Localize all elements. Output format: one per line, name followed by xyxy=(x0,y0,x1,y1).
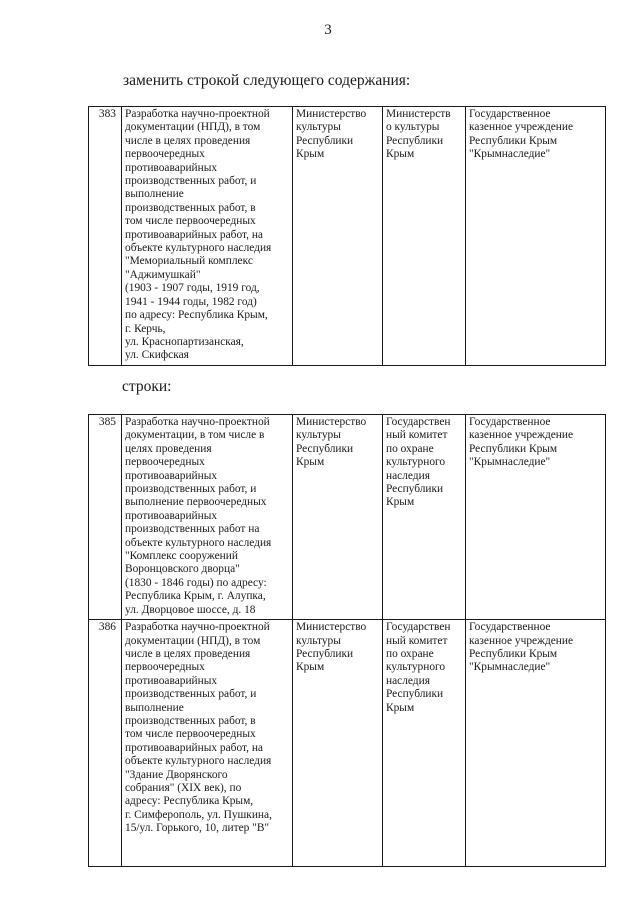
cell-line: (1903 - 1907 годы, 1919 год, xyxy=(125,282,260,295)
cell-line: выполнение первоочередных xyxy=(125,496,267,509)
row-number: 385 xyxy=(89,415,122,620)
rows-paragraph: строки: xyxy=(122,378,172,395)
authority-cell xyxy=(383,415,466,620)
cell-line: Крым xyxy=(296,148,325,161)
table-row xyxy=(89,620,606,867)
institution-cell xyxy=(466,107,606,366)
work-description xyxy=(122,107,293,366)
cell-line: Разработка научно-проектной xyxy=(125,621,270,634)
authority-cell xyxy=(383,107,466,366)
cell-line: противоаварийных xyxy=(125,161,218,174)
cell-line: 1941 - 1944 годы, 1982 год) xyxy=(125,295,257,308)
cell-line: ул. Скифская xyxy=(125,349,189,362)
cell-line: Республика Крым, г. Алупка, xyxy=(125,590,266,603)
cell-line: числе в целях проведения xyxy=(125,134,251,147)
cell-line: по охране xyxy=(386,442,434,455)
cell-line: казенное учреждение xyxy=(469,429,574,442)
authority-cell xyxy=(383,620,466,867)
cell-line: Республики xyxy=(296,647,354,660)
cell-line: казенное учреждение xyxy=(469,634,574,647)
cell-line: числе в целях проведения xyxy=(125,647,251,660)
old-rows-table xyxy=(88,414,606,867)
cell-line: адресу: Республика Крым, xyxy=(125,795,254,808)
table-row xyxy=(89,415,606,620)
cell-line: Государствен xyxy=(386,621,451,634)
cell-line: производственных работ, и xyxy=(125,688,257,701)
cell-line: Республики xyxy=(296,442,354,455)
cell-line: "Здание Дворянского xyxy=(125,768,228,781)
cell-line: документации, в том числе в xyxy=(125,429,265,442)
cell-line: культурного xyxy=(386,661,446,674)
cell-line: "Комплекс сооружений xyxy=(125,550,238,563)
cell-line: "Мемориальный комплекс xyxy=(125,255,253,268)
cell-line: Республики Крым xyxy=(469,134,558,147)
cell-line: первоочередных xyxy=(125,148,205,161)
cell-line: противоаварийных xyxy=(125,469,218,482)
cell-line: Республики Крым xyxy=(469,647,558,660)
cell-line: противоаварийных xyxy=(125,674,218,687)
institution-cell xyxy=(466,415,606,620)
ministry-cell xyxy=(293,415,383,620)
cell-line: противоаварийных xyxy=(125,509,218,522)
table-row xyxy=(89,107,606,366)
cell-line: Государственное xyxy=(469,108,551,120)
cell-line: объекте культурного наследия xyxy=(125,536,272,549)
row-number: 383 xyxy=(89,107,122,366)
replacement-table xyxy=(88,106,606,366)
cell-line: Крым xyxy=(296,661,325,674)
cell-line: первоочередных xyxy=(125,661,205,674)
cell-line: Министерство xyxy=(296,416,367,428)
cell-line: культуры xyxy=(296,121,341,134)
cell-line: ный комитет xyxy=(386,429,448,442)
cell-line: г. Керчь, xyxy=(125,322,166,335)
cell-line: Министерство xyxy=(296,108,367,120)
cell-line: документации (НПД), в том xyxy=(125,121,261,134)
cell-line: Воронцовского дворца" xyxy=(125,563,240,576)
cell-line: наследия xyxy=(386,674,430,687)
cell-line: 15/ул. Горького, 10, литер "В" xyxy=(125,822,270,835)
cell-line: Крым xyxy=(386,496,415,509)
cell-line: объекте культурного наследия xyxy=(125,755,272,768)
cell-line: собрания" (XIX век), по xyxy=(125,781,242,794)
cell-line: первоочередных xyxy=(125,456,205,469)
cell-line: Государственное xyxy=(469,621,551,634)
cell-line: Министерство xyxy=(296,621,367,634)
cell-line: Республики xyxy=(296,134,354,147)
page-number: 3 xyxy=(324,22,332,38)
cell-line: "Крымнаследие" xyxy=(469,148,551,161)
cell-line: Государствен xyxy=(386,416,451,428)
cell-line: объекте культурного наследия xyxy=(125,242,272,255)
cell-line: о культуры xyxy=(386,121,440,134)
cell-line: целях проведения xyxy=(125,442,212,455)
cell-line: "Аджимушкай" xyxy=(125,268,201,281)
cell-line: Министерств xyxy=(386,108,451,120)
cell-line: выполнение xyxy=(125,701,184,714)
cell-line: Разработка научно-проектной xyxy=(125,108,270,120)
cell-line: производственных работ, в xyxy=(125,714,256,727)
cell-line: Государственное xyxy=(469,416,551,428)
cell-line: ный комитет xyxy=(386,634,448,647)
cell-line: казенное учреждение xyxy=(469,121,574,134)
ministry-cell xyxy=(293,620,383,867)
work-description xyxy=(122,415,293,620)
cell-line: Республики xyxy=(386,134,444,147)
cell-line: ул. Краснопартизанская, xyxy=(125,335,244,348)
institution-cell xyxy=(466,620,606,867)
cell-line: Крым xyxy=(296,456,325,469)
cell-line: Крым xyxy=(386,701,415,714)
cell-line: документации (НПД), в том xyxy=(125,634,261,647)
cell-line: по адресу: Республика Крым, xyxy=(125,309,268,322)
cell-line: Республики xyxy=(386,688,444,701)
cell-line: производственных работ, и xyxy=(125,483,257,496)
cell-line: Республики Крым xyxy=(469,442,558,455)
cell-line: культурного xyxy=(386,456,446,469)
cell-line: производственных работ, и xyxy=(125,175,257,188)
cell-line: противоаварийных работ, на xyxy=(125,741,263,754)
cell-line: Крым xyxy=(386,148,415,161)
cell-line: том числе первоочередных xyxy=(125,728,256,741)
cell-line: наследия xyxy=(386,469,430,482)
cell-line: г. Симферополь, ул. Пушкина, xyxy=(125,808,272,821)
intro-paragraph: заменить строкой следующего содержания: xyxy=(123,72,411,89)
cell-line: Разработка научно-проектной xyxy=(125,416,270,428)
cell-line: том числе первоочередных xyxy=(125,215,256,228)
cell-line: культуры xyxy=(296,634,341,647)
cell-line: по охране xyxy=(386,647,434,660)
cell-line: культуры xyxy=(296,429,341,442)
cell-line: выполнение xyxy=(125,188,184,201)
cell-line: "Крымнаследие" xyxy=(469,456,551,469)
ministry-cell xyxy=(293,107,383,366)
cell-line: Республики xyxy=(386,483,444,496)
row-number: 386 xyxy=(89,620,122,867)
cell-line: производственных работ на xyxy=(125,523,260,536)
cell-line: "Крымнаследие" xyxy=(469,661,551,674)
cell-line: (1830 - 1846 годы) по адресу: xyxy=(125,576,267,589)
cell-line: производственных работ, в xyxy=(125,201,256,214)
cell-line: ул. Дворцовое шоссе, д. 18 xyxy=(125,603,256,616)
cell-line: противоаварийных работ, на xyxy=(125,228,263,241)
work-description xyxy=(122,620,293,867)
